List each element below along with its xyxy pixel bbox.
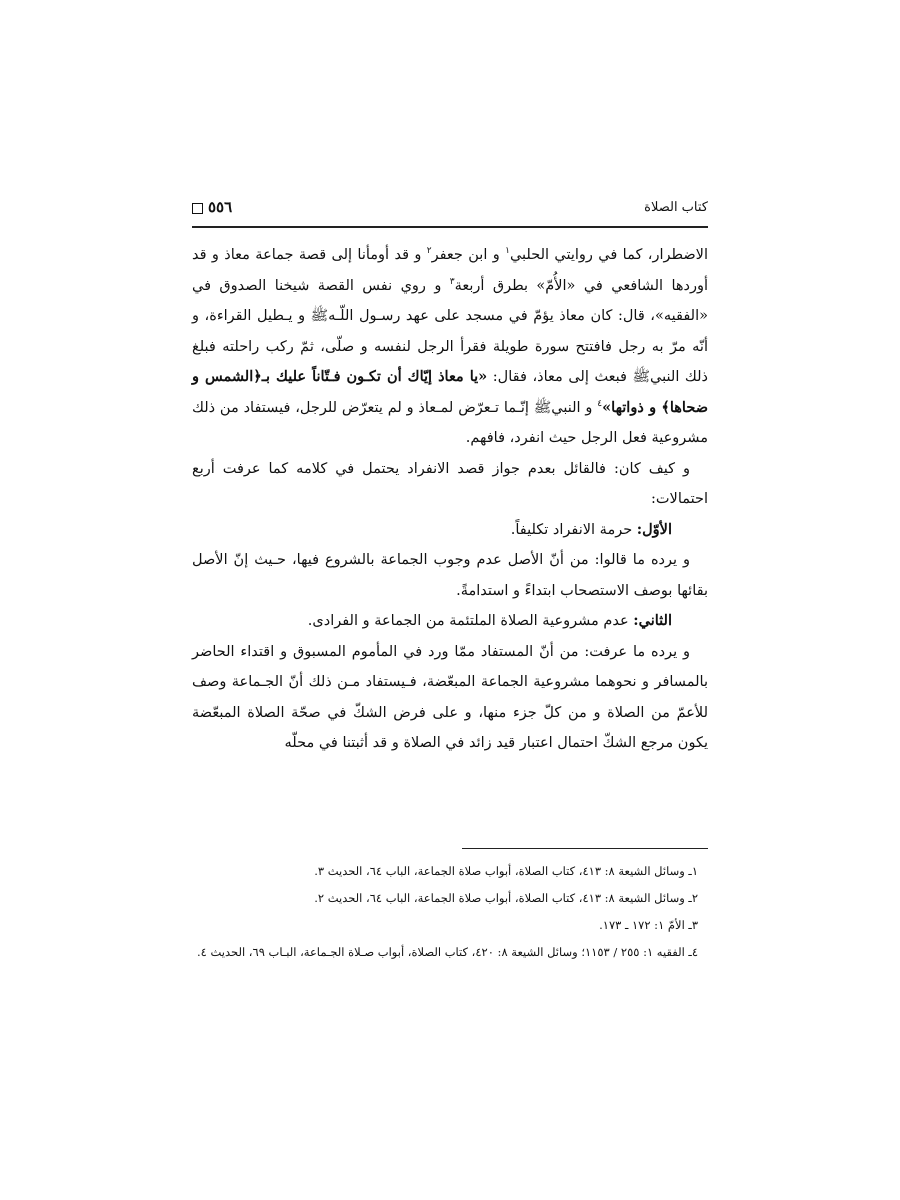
footnotes bbox=[192, 858, 708, 966]
hadith-quote: «يا معاذ إيّاك أن تكـون فـتّاناً عليك بـ﴿الشمس و ضحاها﴾ و ذواتها» bbox=[192, 368, 709, 416]
second-label: الثاني: bbox=[633, 612, 672, 629]
footnote-1: ١ـ وسائل الشيعة ٨: ٤١٣، كتاب الصلاة، أبواب صلاة الجماعة، الباب ٦٤، الحديث ٣. bbox=[314, 864, 698, 878]
paragraph-first-possibility bbox=[192, 515, 708, 546]
text-run: و ابن جعفر bbox=[431, 247, 506, 263]
page-number-value: ٥٥٦ bbox=[208, 198, 233, 216]
page-number bbox=[192, 198, 232, 216]
second-text: عدم مشروعية الصلاة الملتئمة من الجماعة و الفرادى. bbox=[307, 613, 634, 629]
text-run: و قد أومأنا إلى قصة جماعة معاذ و قد أوردها الشافعي في «الأُمّ» بطرق أربعة bbox=[192, 247, 709, 294]
footnote-ref-2[interactable]: ٢ bbox=[426, 246, 432, 257]
running-title: كتاب الصلاة bbox=[644, 200, 708, 215]
page-header bbox=[192, 198, 708, 222]
footnote-rule bbox=[462, 848, 708, 849]
footnote-ref-3[interactable]: ٣ bbox=[449, 276, 455, 287]
first-label: الأوّل: bbox=[636, 520, 672, 538]
paragraph-6: و يرده ما عرفت: من أنّ المستفاد ممّا ورد في المأموم المسبوق و اقتداء الحاضر بالمسافر و نحوهما مشروعية الجماعة المبعّضة، فـيستفاد مـن ذلك أنّ الجـماعة وصف للأعمّ من الصلاة و من كلّ جزء منها، و على فرض الشكّ في صحّة الصلاة المبعّضة يكون مرجع الشكّ احتمال اعتبار قيد زائد في الصلاة و قد أثبتنا في محلّه bbox=[192, 643, 708, 751]
text-run: الاضطرار، كما في روايتي الحلبي bbox=[509, 247, 708, 263]
paragraph-2: و كيف كان: فالقائل بعدم جواز قصد الانفراد يحتمل في كلامه كما عرفت أربع احتمالات: bbox=[192, 460, 708, 507]
footnote-ref-1[interactable]: ١ bbox=[505, 246, 510, 257]
header-rule bbox=[192, 226, 708, 228]
text-run: و النبيﷺ إنّـما تـعرّض لمـعاذ و لم يتعرّض للرجل، فيستفاد من ذلك مشروعية فعل الرجل حيث انفرد، فافهم. bbox=[192, 399, 708, 446]
first-text: حرمة الانفراد تكليفاً. bbox=[510, 521, 637, 538]
footnote-3: ٣ـ الأمّ ١: ١٧٢ ـ ١٧٣. bbox=[599, 918, 698, 932]
paragraph-4: و يرده ما قالوا: من أنّ الأصل عدم وجوب الجماعة بالشروع فيها، حـيث إنّ الأصل بقائها بوصف الاستصحاب ابتداءً و استدامةً. bbox=[192, 552, 708, 599]
paragraph-second-possibility bbox=[192, 606, 708, 637]
paragraph-1 bbox=[192, 240, 708, 454]
footnote-2: ٢ـ وسائل الشيعة ٨: ٤١٣، كتاب الصلاة، أبواب صلاة الجماعة، الباب ٦٤، الحديث ٢. bbox=[314, 891, 698, 905]
footnote-4: ٤ـ الفقيه ١: ٢٥٥ / ١١٥٣؛ وسائل الشيعة ٨: ٤٢٠، كتاب الصلاة، أبواب صـلاة الجـماعة، البـاب ٦٩، الحديث ٤. bbox=[197, 945, 698, 959]
text-run: و روي نفس القصة شيخنا الصدوق في «الفقيه»، قال: كان معاذ يؤمّ في مسجد على عهد رسـول اللّـهﷺ و يـطيل القراءة، و أنّه مرّ به رجل فافتتح سورة طويلة فقرأ الرجل لنفسه و صلّى، ثمّ ركب راحلته فبلغ ذلك النبيﷺ فبعث إلى معاذ، فقال: bbox=[192, 277, 709, 385]
square-icon bbox=[192, 203, 203, 214]
body-text bbox=[192, 240, 708, 759]
footnote-ref-4[interactable]: ٤ bbox=[597, 398, 603, 409]
